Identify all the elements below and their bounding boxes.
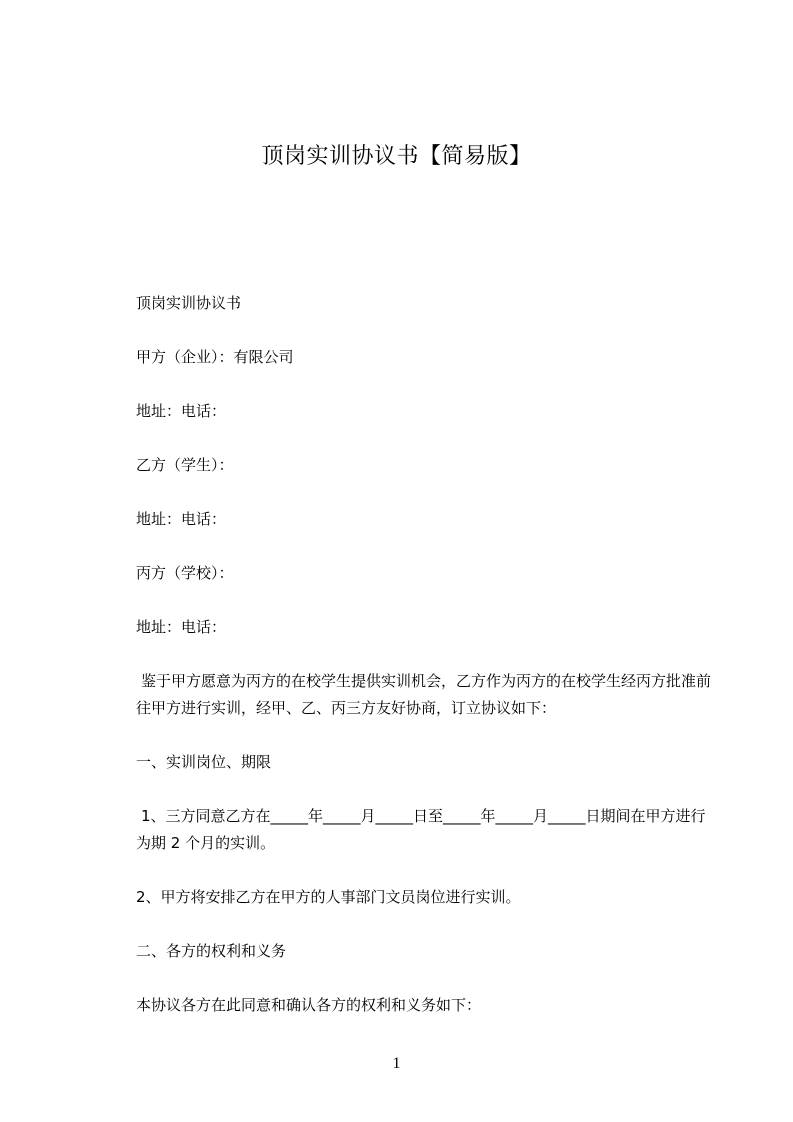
party-c-line: 丙方（学校）： — [136, 564, 234, 582]
clause-1-2: 2、甲方将安排乙方在甲方的人事部门文员岗位进行实训。 — [136, 888, 521, 906]
document-body — [136, 290, 716, 1019]
document-title: 顶岗实训协议书【简易版】 — [261, 144, 532, 169]
party-a-line: 甲方（企业）：有限公司 — [136, 348, 294, 366]
party-a-address-line: 地址：电话： — [136, 402, 227, 420]
section-two-heading: 二、各方的权利和义务 — [136, 942, 287, 960]
clause-1-1: 1、三方同意乙方在_____年_____月_____日至_____年_____月_____日期间在甲方进行为期 2 个月的实训。 — [136, 807, 706, 852]
agreement-heading: 顶岗实训协议书 — [136, 294, 242, 312]
party-b-line: 乙方（学生）： — [136, 456, 234, 474]
party-b-address-line: 地址：电话： — [136, 510, 227, 528]
section-one-heading: 一、实训岗位、期限 — [136, 753, 272, 771]
preamble-paragraph: 鉴于甲方愿意为丙方的在校学生提供实训机会，乙方作为丙方的在校学生经丙方批准前往甲方进行实训，经甲、乙、丙三方友好协商，订立协议如下： — [136, 672, 712, 717]
party-c-address-line: 地址：电话： — [136, 618, 227, 636]
section-two-intro: 本协议各方在此同意和确认各方的权利和义务如下： — [136, 996, 482, 1014]
page-number: 1 — [392, 1055, 401, 1072]
